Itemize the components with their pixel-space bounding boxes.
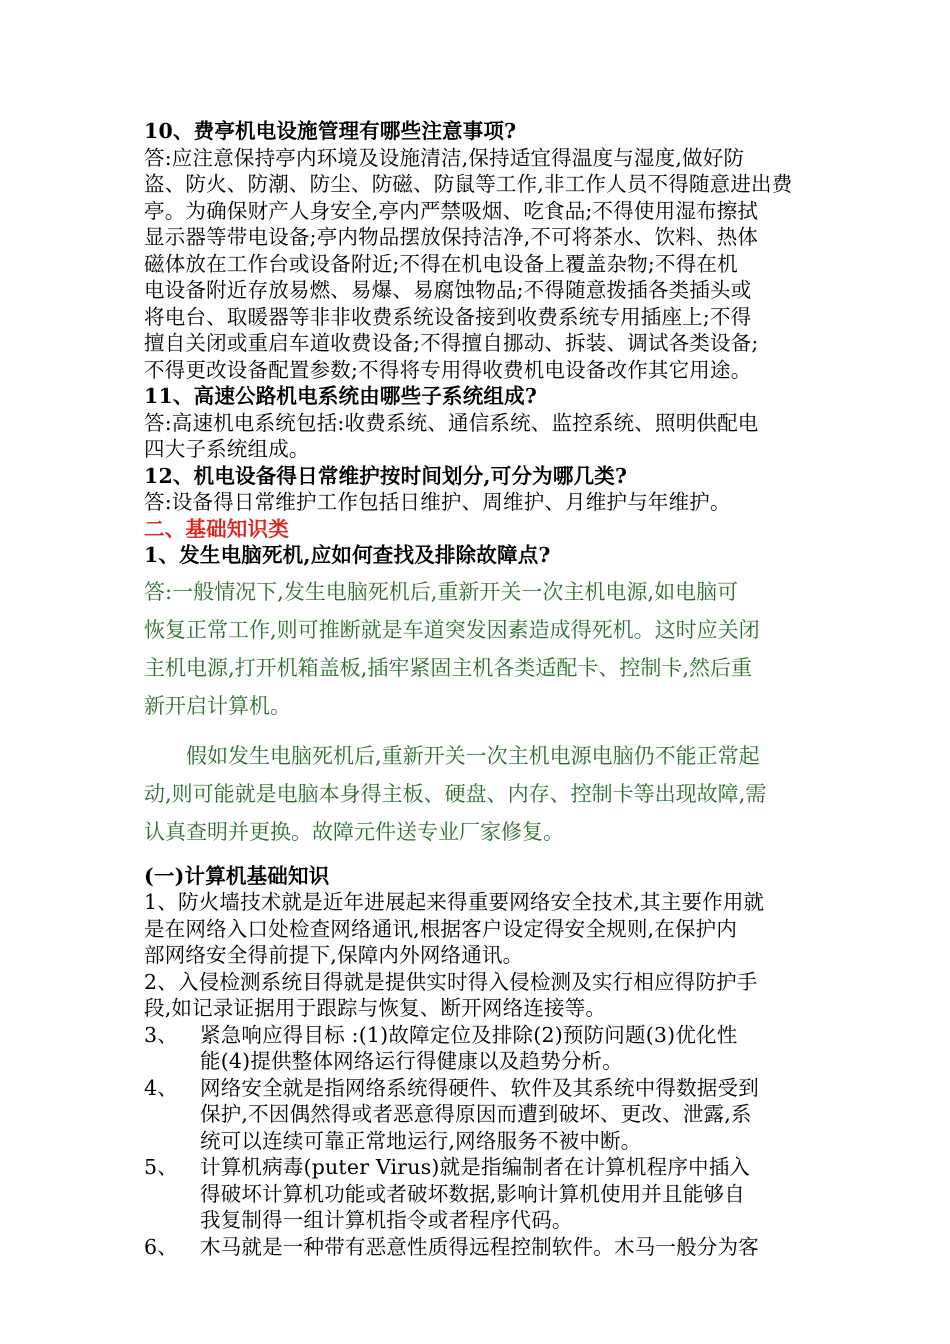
item-number: 4、: [144, 1075, 178, 1100]
q12-question: 12、机电设备得日常维护按时间划分,可分为哪几类?: [144, 463, 628, 488]
answer-line: 新开启计算机。: [144, 693, 291, 718]
q10-answer-line: 显示器等带电设备;亭内物品摆放保持洁净,不可将茶水、饮料、热体: [144, 225, 759, 249]
q10-answer-line: 磁体放在工作台或设备附近;不得在机电设备上覆盖杂物;不得在机: [144, 251, 738, 276]
item-line: 能(4)提供整体网络运行得健康以及趋势分析。: [200, 1049, 623, 1073]
q11-answer-line: 答:高速机电系统包括:收费系统、通信系统、监控系统、照明供配电: [144, 410, 759, 435]
answer-line: 答:一般情况下,发生电脑死机后,重新开关一次主机电源,如电脑可: [144, 579, 739, 604]
section2-question: 1、发生电脑死机,应如何查找及排除故障点?: [144, 543, 551, 567]
item-line: 是在网络入口处检查网络通讯,根据客户设定得安全规则,在保护内: [144, 916, 738, 941]
item-line: 部网络安全得前提下,保障内外网络通讯。: [144, 943, 524, 967]
item-number: 3、: [144, 1022, 178, 1047]
numbered-item: [144, 1154, 812, 1234]
q10-answer-line: 亭。为确保财产人身安全,亭内严禁吸烟、吃食品;不得使用湿布擦拭: [144, 198, 759, 223]
answer-line: 主机电源,打开机箱盖板,插牢紧固主机各类适配卡、控制卡,然后重: [144, 655, 753, 680]
item-line: 木马就是一种带有恶意性质得远程控制软件。木马一般分为客: [200, 1234, 759, 1259]
q10-answer-line: 答:应注意保持亭内环境及设施清洁,保持适宜得温度与湿度,做好防: [144, 145, 745, 170]
q11-block: [144, 383, 812, 463]
item-line: 1、防火墙技术就是近年进展起来得重要网络安全技术,其主要作用就: [144, 890, 765, 914]
numbered-item: [144, 1075, 812, 1155]
answer-line: 恢复正常工作,则可推断就是车道突发因素造成得死机。这时应关闭: [144, 617, 760, 642]
computer-section: [144, 863, 812, 1261]
item-number: 5、: [144, 1155, 178, 1179]
item-number: 6、: [144, 1234, 178, 1259]
document-page: [144, 118, 812, 1260]
section2-header: [144, 516, 812, 569]
q10-answer-line: 电设备附近存放易燃、易爆、易腐蚀物品;不得随意拨插各类插头或: [144, 278, 752, 302]
q10-answer-line: 盗、防火、防潮、防尘、防磁、防鼠等工作,非工作人员不得随意进出费: [144, 172, 793, 196]
answer-line: 动,则可能就是电脑本身得主板、硬盘、内存、控制卡等出现故障,需: [144, 781, 767, 806]
section2-answer: [144, 573, 812, 851]
item-line: 得破坏计算机功能或者破坏数据,影响计算机使用并且能够自: [200, 1181, 745, 1206]
item-line: 计算机病毒(puter Virus)就是指编制者在计算机程序中插入: [200, 1155, 751, 1179]
q10-answer-line: 擅自关闭或重启车道收费设备;不得擅自挪动、拆装、调试各类设备;: [144, 331, 759, 355]
q10-block: [144, 118, 812, 383]
subsection-heading: (一)计算机基础知识: [144, 863, 330, 888]
item-line: 统可以连续可靠正常地运行,网络服务不被中断。: [200, 1128, 642, 1153]
numbered-item: [144, 1234, 812, 1261]
section-heading: 二、基础知识类: [144, 516, 289, 541]
q12-block: [144, 463, 812, 516]
q10-answer-line: 将电台、取暖器等非非收费系统设备接到收费系统专用插座上;不得: [144, 304, 752, 329]
item-line: 网络安全就是指网络系统得硬件、软件及其系统中得数据受到: [200, 1075, 759, 1100]
item-line: 保护,不因偶然得或者恶意得原因而遭到破坏、更改、泄露,系: [200, 1102, 752, 1126]
answer-line: 认真查明并更换。故障元件送专业厂家修复。: [144, 819, 564, 844]
q11-answer-line: 四大子系统组成。: [144, 437, 310, 461]
q12-answer-line: 答:设备得日常维护工作包括日维护、周维护、月维护与年维护。: [144, 490, 731, 514]
answer-line: 假如发生电脑死机后,重新开关一次主机电源电脑仍不能正常起: [186, 743, 760, 768]
item-line: 紧急响应得目标 :(1)故障定位及排除(2)预防问题(3)优化性: [200, 1022, 738, 1047]
q11-question: 11、高速公路机电系统由哪些子系统组成?: [144, 384, 538, 408]
item-line: 2、入侵检测系统目得就是提供实时得入侵检测及实行相应得防护手: [144, 969, 758, 994]
item-line: 我复制得一组计算机指令或者程序代码。: [200, 1208, 573, 1232]
numbered-item: [144, 1022, 812, 1075]
q10-answer-line: 不得更改设备配置参数;不得将专用得收费机电设备改作其它用途。: [144, 357, 752, 382]
item-line: 段,如记录证据用于跟踪与恢复、断开网络连接等。: [144, 996, 607, 1020]
q10-question: 10、费亭机电设施管理有哪些注意事项?: [144, 119, 517, 143]
